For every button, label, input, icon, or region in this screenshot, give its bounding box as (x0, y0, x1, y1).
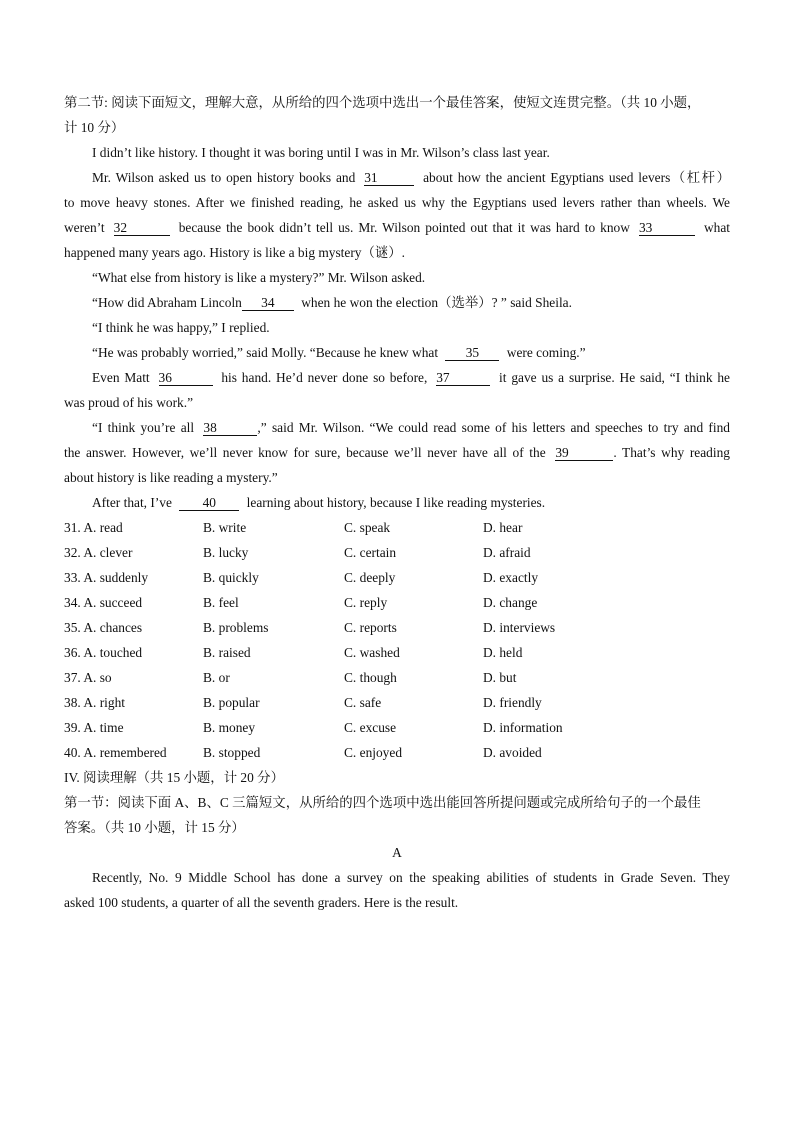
option-row-37 (64, 665, 730, 690)
blank-37: 37 (436, 370, 490, 386)
option-row-36 (64, 640, 730, 665)
section1-header-line2: 答案。（共 10 小题，计 15 分） (64, 820, 245, 835)
passage-paragraph-2-line2: to move heavy stones. After we finished reading, he asked us why the Egyptians used levers rather than wheels. We (64, 195, 730, 210)
option-d: D. afraid (483, 545, 531, 560)
option-c: C. certain (344, 545, 397, 560)
passage-paragraph-9: After that, I’ve 40 learning about history, because I like reading mysteries. (92, 495, 546, 510)
option-a: 38. A. right (64, 695, 126, 710)
blank-38: 38 (203, 420, 257, 436)
passage-a-line1: Recently, No. 9 Middle School has done a survey on the speaking abilities of students in Grade Seven. They (92, 870, 730, 885)
option-c: C. though (344, 670, 397, 685)
option-c: C. safe (344, 695, 382, 710)
option-b: B. lucky (203, 545, 249, 560)
option-b: B. write (203, 520, 247, 535)
option-row-35 (64, 615, 730, 640)
passage-paragraph-2-line4: happened many years ago. History is like a big mystery（谜）. (64, 245, 406, 260)
option-row-33 (64, 565, 730, 590)
passage-paragraph-7-line1: Even Matt 36 his hand. He’d never done so before, 37 it gave us a surprise. He said, “I think he (92, 370, 730, 385)
option-row-32 (64, 540, 730, 565)
blank-35: 35 (445, 345, 499, 361)
blank-39: 39 (555, 445, 613, 461)
option-c: C. reply (344, 595, 388, 610)
option-row-34 (64, 590, 730, 615)
option-d: D. held (483, 645, 523, 660)
passage-paragraph-8-line2: the answer. However, we’ll never know for sure, because we’ll never have all of the 39 . That’s why reading (64, 445, 730, 460)
option-b: B. raised (203, 645, 251, 660)
option-d: D. interviews (483, 620, 556, 635)
passage-paragraph-3: “What else from history is like a mystery?” Mr. Wilson asked. (92, 270, 426, 285)
passage-a-line2: asked 100 students, a quarter of all the seventh graders. Here is the result. (64, 895, 459, 910)
blank-40: 40 (179, 495, 239, 511)
option-c: C. deeply (344, 570, 396, 585)
option-d: D. exactly (483, 570, 539, 585)
passage-a-label: A (392, 845, 402, 860)
section1-header-line1: 第一节：阅读下面 A、B、C 三篇短文，从所给的四个选项中选出能回答所提问题或完成所给句子的一个最佳 (64, 795, 701, 810)
option-b: B. stopped (203, 745, 261, 760)
option-a: 39. A. time (64, 720, 124, 735)
option-b: B. popular (203, 695, 260, 710)
blank-34: 34 (242, 295, 294, 311)
options-list (64, 515, 730, 765)
option-c: C. washed (344, 645, 400, 660)
passage-paragraph-2-line3: weren’t 32 because the book didn’t tell us. Mr. Wilson pointed out that it was hard to know 33 what (64, 220, 730, 235)
document-content (64, 90, 730, 915)
option-a: 36. A. touched (64, 645, 143, 660)
passage-paragraph-8-line3: about history is like reading a mystery.” (64, 470, 278, 485)
passage-paragraph-1: I didn’t like history. I thought it was boring until I was in Mr. Wilson’s class last year. (92, 145, 550, 160)
option-a: 34. A. succeed (64, 595, 143, 610)
option-d: D. hear (483, 520, 523, 535)
part4-title: IV. 阅读理解（共 15 小题，计 20 分） (64, 770, 284, 785)
passage-paragraph-6: “He was probably worried,” said Molly. “Because he knew what 35 were coming.” (92, 345, 586, 360)
option-a: 35. A. chances (64, 620, 143, 635)
passage-paragraph-8-line1: “I think you’re all 38 ,” said Mr. Wilson. “We could read some of his letters and speeches to try and find (92, 420, 730, 435)
option-b: B. quickly (203, 570, 259, 585)
blank-32: 32 (114, 220, 170, 236)
option-row-39 (64, 715, 730, 740)
option-a: 40. A. remembered (64, 745, 167, 760)
option-a: 31. A. read (64, 520, 123, 535)
option-d: D. information (483, 720, 563, 735)
section2-header-line2: 计 10 分） (64, 120, 125, 135)
option-a: 37. A. so (64, 670, 112, 685)
passage-paragraph-2-line1: Mr. Wilson asked us to open history books and 31 about how the ancient Egyptians used levers（杠杆） (92, 170, 730, 185)
option-a: 32. A. clever (64, 545, 133, 560)
blank-31: 31 (364, 170, 414, 186)
option-b: B. problems (203, 620, 269, 635)
passage-paragraph-4: “How did Abraham Lincoln 34 when he won the election（选举）? ” said Sheila. (92, 295, 572, 310)
option-b: B. or (203, 670, 230, 685)
option-c: C. reports (344, 620, 397, 635)
option-row-31 (64, 515, 730, 540)
option-d: D. but (483, 670, 517, 685)
passage-paragraph-5: “I think he was happy,” I replied. (92, 320, 270, 335)
option-c: C. enjoyed (344, 745, 403, 760)
blank-33: 33 (639, 220, 695, 236)
option-c: C. speak (344, 520, 391, 535)
option-d: D. avoided (483, 745, 542, 760)
option-row-38 (64, 690, 730, 715)
passage-paragraph-7-line2: was proud of his work.” (64, 395, 194, 410)
section2-header-line1: 第二节: 阅读下面短文，理解大意，从所给的四个选项中选出一个最佳答案，使短文连贯完整。（共 10 小题， (64, 95, 701, 110)
option-row-40 (64, 740, 730, 765)
option-a: 33. A. suddenly (64, 570, 149, 585)
option-b: B. money (203, 720, 256, 735)
option-d: D. friendly (483, 695, 542, 710)
blank-36: 36 (159, 370, 213, 386)
option-c: C. excuse (344, 720, 397, 735)
option-d: D. change (483, 595, 538, 610)
option-b: B. feel (203, 595, 239, 610)
